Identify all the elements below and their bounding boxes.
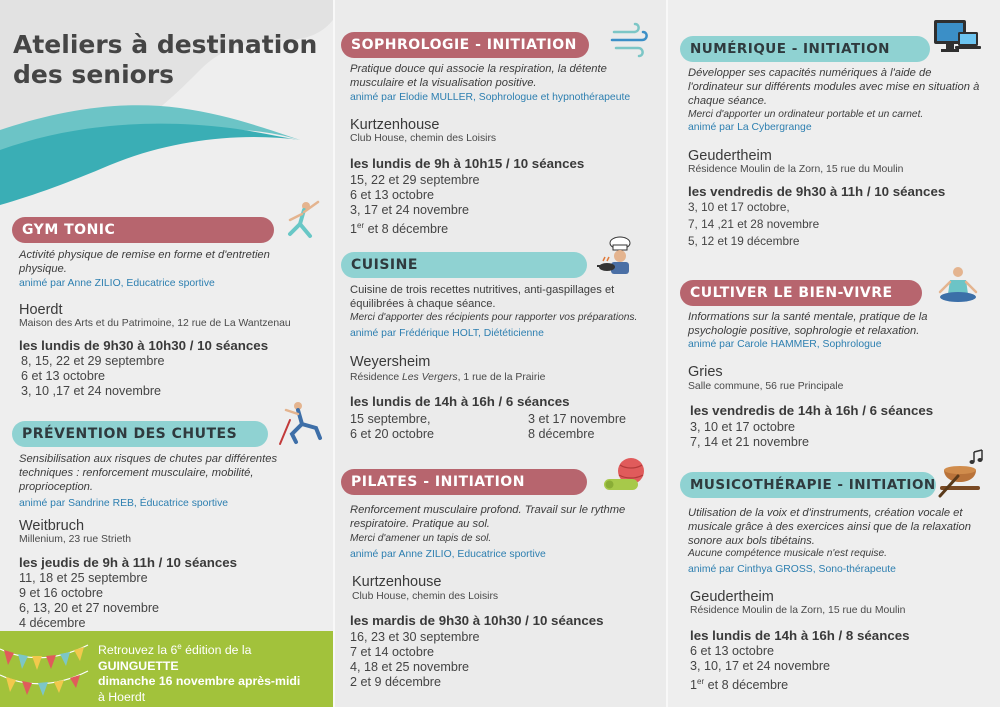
musico-note: Aucune compétence musicale n'est requise. [688, 548, 888, 559]
cuisine-title: CUISINE [341, 252, 587, 278]
numerique-schedule: les vendredis de 9h30 à 11h / 10 séances [688, 184, 946, 199]
gymnast-icon [282, 198, 322, 243]
cuisine-description: Cuisine de trois recettes nutritives, anti-gaspillages et équilibrées à chaque séance. [350, 284, 615, 310]
falling-person-icon [276, 398, 328, 448]
date-line: 3, 17 et 24 novembre [350, 203, 470, 217]
sophro-town: Kurtzenhouse [350, 117, 440, 133]
chef-icon [597, 235, 643, 277]
yoga-mat-ball-icon [600, 455, 650, 497]
cuisine-town: Weyersheim [350, 354, 431, 370]
gym-description: Activité physique de remise en forme et d'entretien physique. [19, 249, 270, 275]
date-line: 3, 10, 17 et 24 novembre [690, 659, 831, 673]
date-line: 5, 12 et 19 décembre [688, 234, 800, 248]
pilates-note: Merci d'amener un tapis de sol. [350, 533, 492, 544]
numerique-town: Geudertheim [688, 148, 772, 164]
sophro-venue: Club House, chemin des Loisirs [350, 133, 497, 144]
chutes-town: Weitbruch [19, 518, 85, 534]
chutes-animator: animé par Sandrine REB, Éducatrice sportive [19, 498, 229, 509]
bienvivre-description: Informations sur la santé mentale, pratique de la psychologie positive, sophrologie et relaxation. [688, 311, 928, 337]
date-line: 9 et 16 octobre [19, 586, 104, 600]
date-line: 4 décembre [19, 616, 86, 630]
date-line: 3, 10 et 17 octobre, [688, 200, 790, 214]
pilates-description: Renforcement musculaire profond. Travail sur le rythme respiratoire. Pratique au sol. [350, 504, 626, 530]
column-middle [335, 0, 666, 707]
guinguette-date: dimanche 16 novembre après-midi [98, 674, 301, 689]
bienvivre-schedule: les vendredis de 14h à 16h / 6 séances [690, 403, 934, 418]
date-line: 3, 10 et 17 octobre [690, 420, 796, 434]
chutes-dates [19, 571, 159, 631]
gym-title: GYM TONIC [12, 217, 274, 243]
pilates-town: Kurtzenhouse [352, 574, 442, 590]
cuisine-venue: Résidence Les Vergers, 1 rue de la Prairie [350, 372, 546, 383]
bienvivre-town: Gries [688, 364, 723, 380]
chutes-title: PRÉVENTION DES CHUTES [12, 421, 268, 447]
cuisine-dates-right [528, 412, 626, 442]
musico-venue: Résidence Moulin de la Zorn, 15 rue du Moulin [690, 605, 906, 616]
sophro-animator: animé par Elodie MULLER, Sophrologue et hypnothérapeute [350, 92, 631, 103]
bienvivre-venue: Salle commune, 56 rue Principale [688, 381, 844, 392]
guinguette-name: GUINGUETTE [98, 658, 179, 673]
cuisine-animator: animé par Frédérique HOLT, Diététicienne [350, 328, 544, 339]
musico-description: Utilisation de la voix et d'instruments, création vocale et musicale grâce à des exercices ainsi que de la relaxation sonore aux bols tibétains. [688, 507, 971, 547]
pilates-venue: Club House, chemin des Loisirs [352, 591, 499, 602]
chutes-description: Sensibilisation aux risques de chutes par différentes techniques : renforcement musculaire, mobilité, proprioception. [19, 453, 278, 493]
musico-schedule: les lundis de 14h à 16h / 8 séances [690, 628, 910, 643]
sophro-description: Pratique douce qui associe la respiration, la détente musculaire et la visualisation positive. [350, 63, 607, 89]
musico-town: Geudertheim [690, 589, 774, 605]
date-line: 7, 14 et 21 novembre [690, 435, 810, 449]
bienvivre-animator: animé par Carole HAMMER, Sophrologue [688, 339, 882, 350]
bienvivre-title: CULTIVER LE BIEN-VIVRE [680, 280, 922, 306]
date-line: 3, 10 ,17 et 24 novembre [21, 384, 162, 398]
singing-bowl-icon [938, 448, 990, 498]
sophro-dates [350, 173, 480, 237]
computer-icon [932, 18, 982, 60]
wind-icon [610, 22, 650, 62]
sophro-title: SOPHROLOGIE - INITIATION [341, 32, 589, 58]
date-line: 1er et 8 décembre [690, 677, 789, 693]
cuisine-dates-left [350, 412, 434, 442]
numerique-note: Merci d'apporter un ordinateur portable et un carnet. [688, 109, 924, 120]
gym-animator: animé par Anne ZILIO, Educatrice sportive [19, 278, 215, 289]
pilates-title: PILATES - INITIATION [341, 469, 587, 495]
date-line: 6, 13, 20 et 27 novembre [19, 601, 160, 615]
guinguette-line1: Retrouvez la 6e édition de la [98, 642, 252, 658]
gym-dates [21, 354, 165, 399]
cuisine-schedule: les lundis de 14h à 16h / 6 séances [350, 394, 570, 409]
gym-town: Hoerdt [19, 302, 63, 318]
musico-animator: animé par Cinthya GROSS, Sono-thérapeute [688, 564, 896, 575]
date-line: 6 et 13 octobre [21, 369, 106, 383]
numerique-dates [688, 199, 819, 250]
chutes-venue: Millenium, 23 rue Strieth [19, 534, 132, 545]
date-line: 16, 23 et 30 septembre [350, 630, 480, 644]
numerique-venue: Résidence Moulin de la Zorn, 15 rue du Moulin [688, 164, 904, 175]
meditation-icon [936, 264, 980, 308]
column-left [0, 0, 333, 707]
pilates-animator: animé par Anne ZILIO, Educatrice sportive [350, 549, 546, 560]
numerique-animator: animé par La Cybergrange [688, 122, 812, 133]
date-line: 15, 22 et 29 septembre [350, 173, 480, 187]
numerique-title: NUMÉRIQUE - INITIATION [680, 36, 930, 62]
sophro-schedule: les lundis de 9h à 10h15 / 10 séances [350, 156, 585, 171]
date-line: 6 et 13 octobre [690, 644, 775, 658]
musico-title: MUSICOTHÉRAPIE - INITIATION [680, 472, 936, 498]
date-line: 11, 18 et 25 septembre [19, 571, 148, 585]
cuisine-note: Merci d'apporter des récipients pour rapporter vos préparations. [350, 312, 638, 323]
pilates-dates [350, 630, 480, 690]
pilates-schedule: les mardis de 9h30 à 10h30 / 10 séances [350, 613, 604, 628]
gym-venue: Maison des Arts et du Patrimoine, 12 rue de La Wantzenau [19, 318, 291, 329]
date-line: 4, 18 et 25 novembre [350, 660, 470, 674]
guinguette-banner [0, 631, 333, 707]
bunting-icon [0, 641, 92, 701]
date-line: 6 et 13 octobre [350, 188, 435, 202]
gym-schedule: les lundis de 9h30 à 10h30 / 10 séances [19, 338, 269, 353]
chutes-schedule: les jeudis de 9h à 11h / 10 séances [19, 555, 238, 570]
guinguette-text [98, 639, 300, 705]
date-line: 3 et 17 novembre [528, 412, 627, 426]
date-line: 7, 14 ,21 et 28 novembre [688, 217, 820, 231]
date-line: 7 et 14 octobre [350, 645, 435, 659]
bienvivre-dates [690, 420, 809, 450]
date-line: 15 septembre, [350, 412, 431, 426]
date-line: 6 et 20 octobre [350, 427, 435, 441]
date-line: 2 et 9 décembre [350, 675, 442, 689]
page-title: Ateliers à destination des seniors [13, 30, 318, 89]
guinguette-location: à Hoerdt [98, 689, 146, 704]
musico-dates [690, 644, 830, 693]
numerique-description: Développer ses capacités numériques à l'aide de l'ordinateur sur différents modules avec mise en situation à chaque séance. [688, 67, 980, 107]
date-line: 1er et 8 décembre [350, 221, 449, 237]
date-line: 8 décembre [528, 427, 595, 441]
date-line: 8, 15, 22 et 29 septembre [21, 354, 165, 368]
column-right [668, 0, 1000, 707]
